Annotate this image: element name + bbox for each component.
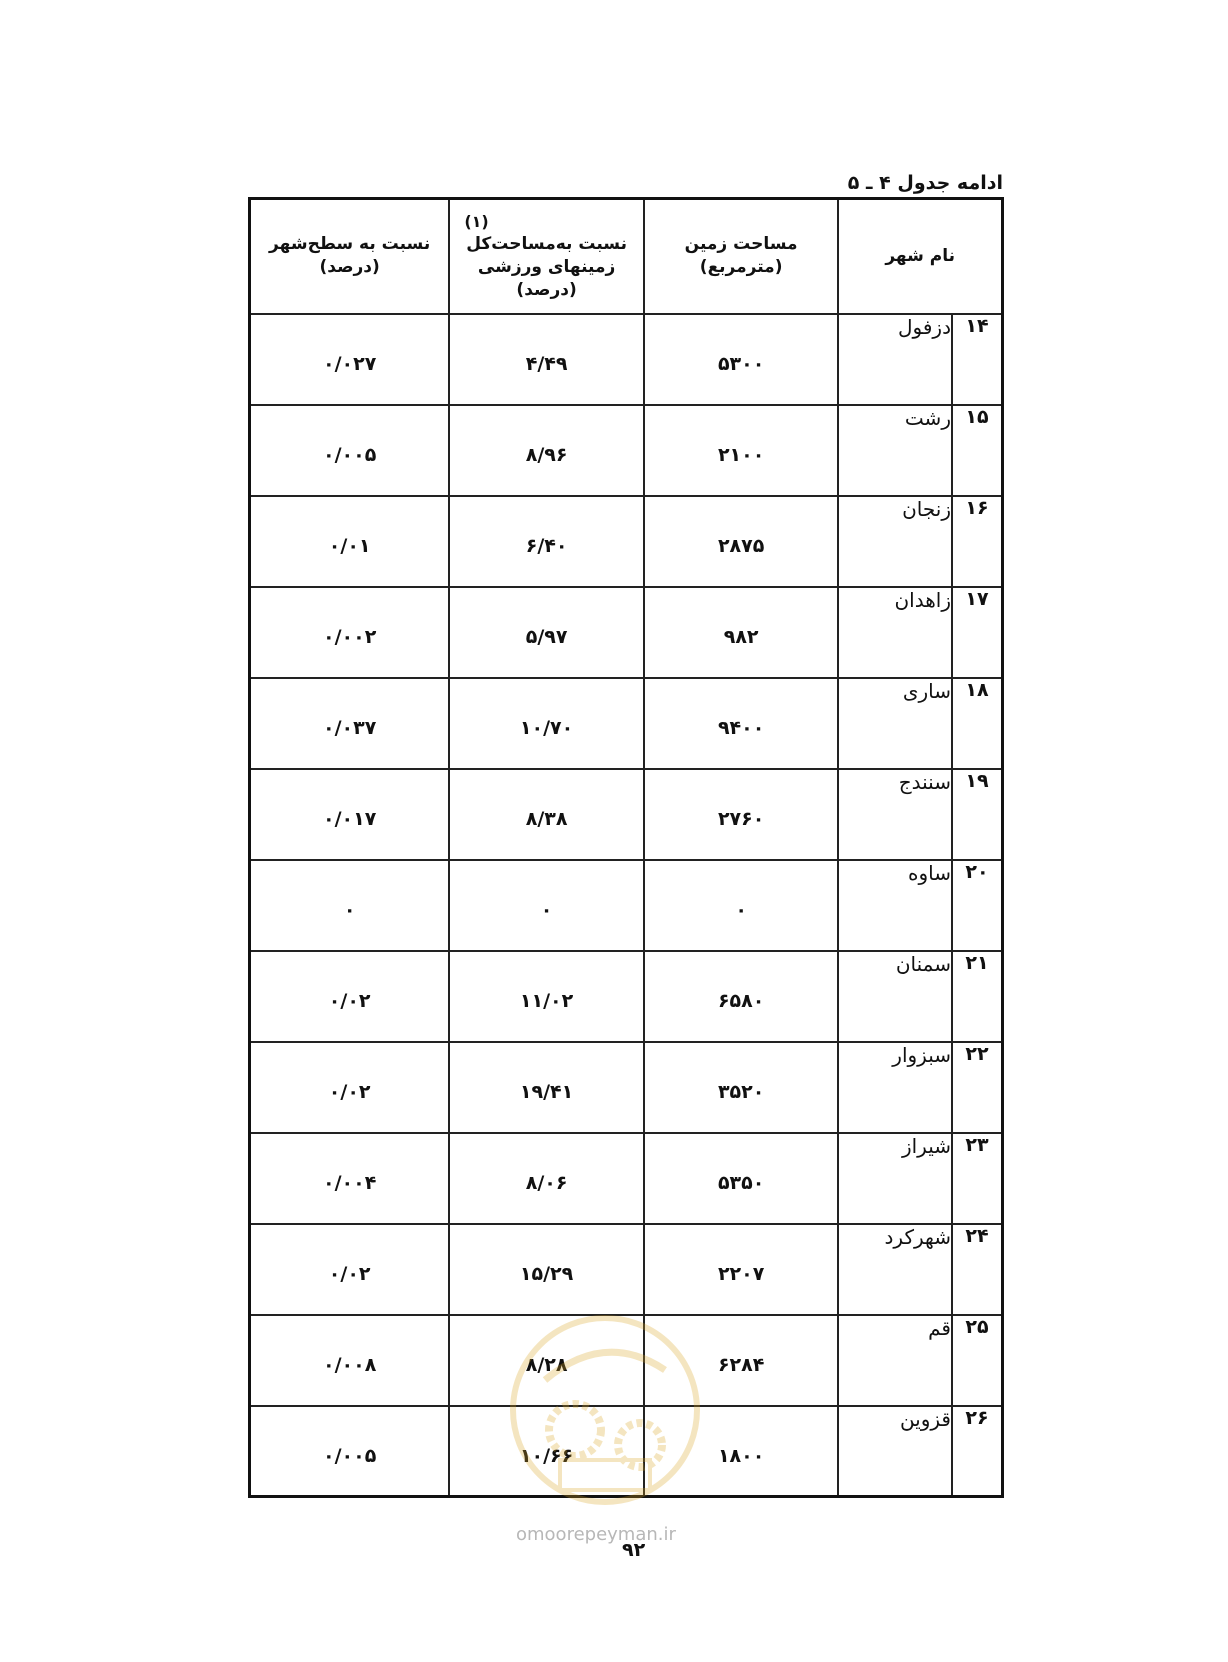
- table-row: [250, 678, 1003, 769]
- city-cell: قم: [838, 1315, 952, 1406]
- share-cell: [449, 1224, 644, 1315]
- ratio-cell: [250, 1224, 450, 1315]
- table-row: [250, 314, 1003, 405]
- ratio-cell: [250, 769, 450, 860]
- share-cell: [449, 1133, 644, 1224]
- watermark-url: omoorepeyman.ir: [516, 1524, 676, 1545]
- row-number-cell: ۲۰: [952, 860, 1003, 951]
- ratio-cell: [250, 1315, 450, 1406]
- city-cell: شهرکرد: [838, 1224, 952, 1315]
- city-cell: سمنان: [838, 951, 952, 1042]
- ratio-cell: [250, 587, 450, 678]
- ratio-cell-value: ۰/۰۰۵: [322, 443, 377, 466]
- area-cell-value: ۲۲۰۷: [717, 1262, 765, 1285]
- ratio-cell: [250, 314, 450, 405]
- area-cell: [644, 496, 839, 587]
- row-number-cell: ۱۴: [952, 314, 1003, 405]
- share-cell-value: ۸/۹۶: [525, 443, 568, 466]
- share-cell-value: ۱۰/۷۰: [519, 716, 574, 739]
- table-row: [250, 496, 1003, 587]
- area-cell-value: ۳۵۲۰: [717, 1080, 765, 1103]
- ratio-cell-value: ۰/۰۰۵: [322, 1444, 377, 1467]
- row-number-cell: ۱۷: [952, 587, 1003, 678]
- ratio-cell: [250, 951, 450, 1042]
- share-cell-value: ۱۱/۰۲: [519, 989, 574, 1012]
- ratio-cell: [250, 860, 450, 951]
- ratio-cell-value: ۰/۰۱: [328, 534, 371, 557]
- table-row: [250, 1042, 1003, 1133]
- row-number-cell: ۲۵: [952, 1315, 1003, 1406]
- area-cell-value: ۶۵۸۰: [717, 989, 765, 1012]
- row-number-cell: ۱۶: [952, 496, 1003, 587]
- ratio-cell-value: ۰/۰۰۸: [322, 1353, 377, 1376]
- share-cell-value: ۰: [540, 898, 553, 921]
- area-cell: [644, 405, 839, 496]
- row-number-cell: ۱۵: [952, 405, 1003, 496]
- area-cell: [644, 1042, 839, 1133]
- table-row: [250, 860, 1003, 951]
- city-cell: قزوین: [838, 1406, 952, 1497]
- table-row: [250, 951, 1003, 1042]
- table-row: [250, 769, 1003, 860]
- row-number-cell: ۱۹: [952, 769, 1003, 860]
- share-cell-value: ۵/۹۷: [525, 625, 568, 648]
- area-cell: [644, 678, 839, 769]
- table-caption: ادامه جدول ۴ ـ ۵: [847, 172, 1003, 194]
- share-cell: [449, 1042, 644, 1133]
- header-area: مساحت زمین (مترمربع): [644, 199, 839, 314]
- area-cell: [644, 860, 839, 951]
- ratio-cell: [250, 405, 450, 496]
- table-row: [250, 1133, 1003, 1224]
- area-cell: [644, 951, 839, 1042]
- page-number: ۹۲: [622, 1539, 646, 1561]
- share-cell-value: ۴/۴۹: [525, 352, 568, 375]
- share-cell-value: ۱۵/۲۹: [519, 1262, 574, 1285]
- row-number-cell: ۲۴: [952, 1224, 1003, 1315]
- row-number-cell: ۲۳: [952, 1133, 1003, 1224]
- area-cell: [644, 587, 839, 678]
- table-row: [250, 405, 1003, 496]
- city-cell: دزفول: [838, 314, 952, 405]
- share-cell: [449, 587, 644, 678]
- header-city-name: نام شهر: [838, 199, 1002, 314]
- header-ratio: نسبت به سطح‌شهر (درصد): [250, 199, 450, 314]
- ratio-cell: [250, 1042, 450, 1133]
- area-cell-value: ۹۸۲: [723, 625, 759, 648]
- area-cell-value: ۰: [735, 898, 747, 921]
- area-cell-value: ۵۳۵۰: [717, 1171, 765, 1194]
- ratio-cell-value: ۰: [343, 898, 356, 921]
- table-row: [250, 1224, 1003, 1315]
- area-cell-value: ۹۴۰۰: [717, 716, 765, 739]
- row-number-cell: ۲۶: [952, 1406, 1003, 1497]
- area-cell: [644, 1133, 839, 1224]
- city-cell: سنندج: [838, 769, 952, 860]
- share-cell-value: ۸/۰۶: [525, 1171, 568, 1194]
- ratio-cell-value: ۰/۰۲: [328, 1262, 371, 1285]
- ratio-cell-value: ۰/۰۱۷: [322, 807, 377, 830]
- header-share: (۱) نسبت به‌مساحت‌کل زمینهای ورزشی (درصد): [449, 199, 644, 314]
- share-cell: [449, 314, 644, 405]
- ratio-cell-value: ۰/۰۲: [328, 989, 371, 1012]
- ratio-cell-value: ۰/۰۲۷: [322, 352, 377, 375]
- share-cell-value: ۸/۲۸: [525, 1353, 568, 1376]
- share-cell-value: ۱۹/۴۱: [519, 1080, 574, 1103]
- ratio-cell: [250, 1406, 450, 1497]
- city-cell: شیراز: [838, 1133, 952, 1224]
- city-cell: ساری: [838, 678, 952, 769]
- area-cell: [644, 314, 839, 405]
- ratio-cell-value: ۰/۰۰۲: [322, 625, 377, 648]
- share-cell: [449, 405, 644, 496]
- header-row: [250, 199, 1003, 314]
- share-cell-value: ۱۰/۶۶: [519, 1444, 574, 1467]
- share-cell-value: ۶/۴۰: [525, 534, 568, 557]
- city-cell: رشت: [838, 405, 952, 496]
- area-cell: [644, 1224, 839, 1315]
- area-cell-value: ۲۸۷۵: [717, 534, 765, 557]
- area-cell-value: ۲۱۰۰: [717, 443, 765, 466]
- share-cell: [449, 496, 644, 587]
- row-number-cell: ۲۱: [952, 951, 1003, 1042]
- row-number-cell: ۲۲: [952, 1042, 1003, 1133]
- watermark-logo: [505, 1310, 705, 1510]
- area-cell-value: ۱۸۰۰: [717, 1444, 765, 1467]
- share-cell-value: ۸/۳۸: [525, 807, 568, 830]
- area-cell-value: ۶۲۸۴: [717, 1353, 765, 1376]
- ratio-cell: [250, 1133, 450, 1224]
- share-cell: [449, 860, 644, 951]
- share-cell: [449, 951, 644, 1042]
- table-row: [250, 587, 1003, 678]
- ratio-cell-value: ۰/۰۳۷: [322, 716, 377, 739]
- city-cell: ساوه: [838, 860, 952, 951]
- ratio-cell-value: ۰/۰۰۴: [322, 1171, 377, 1194]
- area-cell-value: ۵۳۰۰: [717, 352, 765, 375]
- ratio-cell: [250, 496, 450, 587]
- ratio-cell: [250, 678, 450, 769]
- area-cell-value: ۲۷۶۰: [717, 807, 765, 830]
- city-cell: زاهدان: [838, 587, 952, 678]
- area-cell: [644, 769, 839, 860]
- city-cell: سبزوار: [838, 1042, 952, 1133]
- row-number-cell: ۱۸: [952, 678, 1003, 769]
- city-cell: زنجان: [838, 496, 952, 587]
- data-table: [248, 197, 1004, 1498]
- share-cell: [449, 678, 644, 769]
- share-cell: [449, 769, 644, 860]
- ratio-cell-value: ۰/۰۲: [328, 1080, 371, 1103]
